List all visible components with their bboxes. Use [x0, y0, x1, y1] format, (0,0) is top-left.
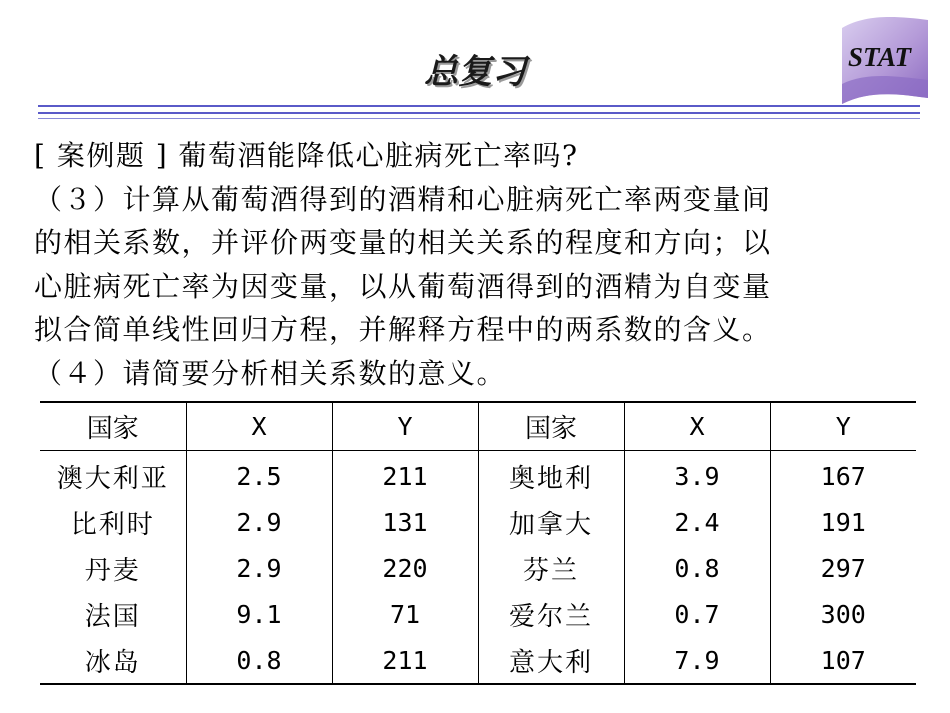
table-row [40, 637, 916, 684]
header-country-2: 国家 [478, 402, 624, 451]
cell-y: 71 [332, 591, 478, 637]
table-header-row [40, 402, 916, 451]
wine-data-table [40, 401, 916, 685]
cell-country: 芬兰 [478, 545, 624, 591]
cell-y: 107 [770, 637, 916, 684]
table-row [40, 499, 916, 545]
cell-x: 7.9 [624, 637, 770, 684]
cell-x: 0.7 [624, 591, 770, 637]
logo-text: STAT [848, 42, 912, 72]
cell-y: 131 [332, 499, 478, 545]
header-x-1: X [186, 402, 332, 451]
cell-country: 奥地利 [478, 451, 624, 500]
cell-y: 167 [820, 461, 866, 491]
cell-y: 211 [332, 637, 478, 684]
cell-x: 3.9 [624, 451, 770, 500]
cell-x: 9.1 [186, 591, 332, 637]
question-3-line-1: （３）计算从葡萄酒得到的酒精和心脏病死亡率两变量间 [34, 182, 772, 216]
cell-country: 比利时 [40, 499, 186, 545]
title-rule-top [38, 105, 920, 107]
cell-y: 297 [820, 553, 866, 583]
cell-y: 220 [332, 545, 478, 591]
header-y-2: Y [770, 402, 916, 451]
cell-x: 0.8 [624, 545, 770, 591]
cell-x: 2.9 [186, 499, 332, 545]
cell-y: 211 [332, 451, 478, 500]
case-heading: [ 案例题 ] 葡萄酒能降低心脏病死亡率吗? [34, 139, 579, 172]
cell-y: 300 [820, 599, 866, 629]
cell-country: 丹麦 [40, 545, 186, 591]
question-text [34, 134, 914, 395]
title-rule-middle [38, 112, 920, 114]
table-row [40, 545, 916, 591]
cell-country: 法国 [40, 591, 186, 637]
title-rule-bottom [38, 118, 920, 119]
cell-y: 191 [820, 507, 866, 537]
question-3-line-4: 拟合简单线性回归方程，并解释方程中的两系数的含义。 [34, 313, 772, 346]
page-title: 总复习 [424, 52, 526, 92]
cell-x: 2.4 [624, 499, 770, 545]
question-3-line-3: 心脏病死亡率为因变量，以从葡萄酒得到的酒精为自变量 [34, 269, 772, 303]
cell-x: 0.8 [186, 637, 332, 684]
cell-x: 2.5 [186, 451, 332, 500]
cell-country: 冰岛 [40, 637, 186, 684]
cell-country: 爱尔兰 [478, 591, 624, 637]
cell-country: 澳大利亚 [40, 451, 186, 500]
cell-x: 2.9 [186, 545, 332, 591]
header-country-1: 国家 [40, 402, 186, 451]
header-x-2: X [624, 402, 770, 451]
question-4-line: （４）请简要分析相关系数的意义。 [34, 356, 507, 390]
header-y-1: Y [332, 402, 478, 451]
cell-country: 意大利 [478, 637, 624, 684]
table-row [40, 591, 916, 637]
question-3-line-2: 的相关系数，并评价两变量的相关关系的程度和方向；以 [34, 226, 772, 259]
table-row [40, 451, 916, 500]
cell-country: 加拿大 [478, 499, 624, 545]
